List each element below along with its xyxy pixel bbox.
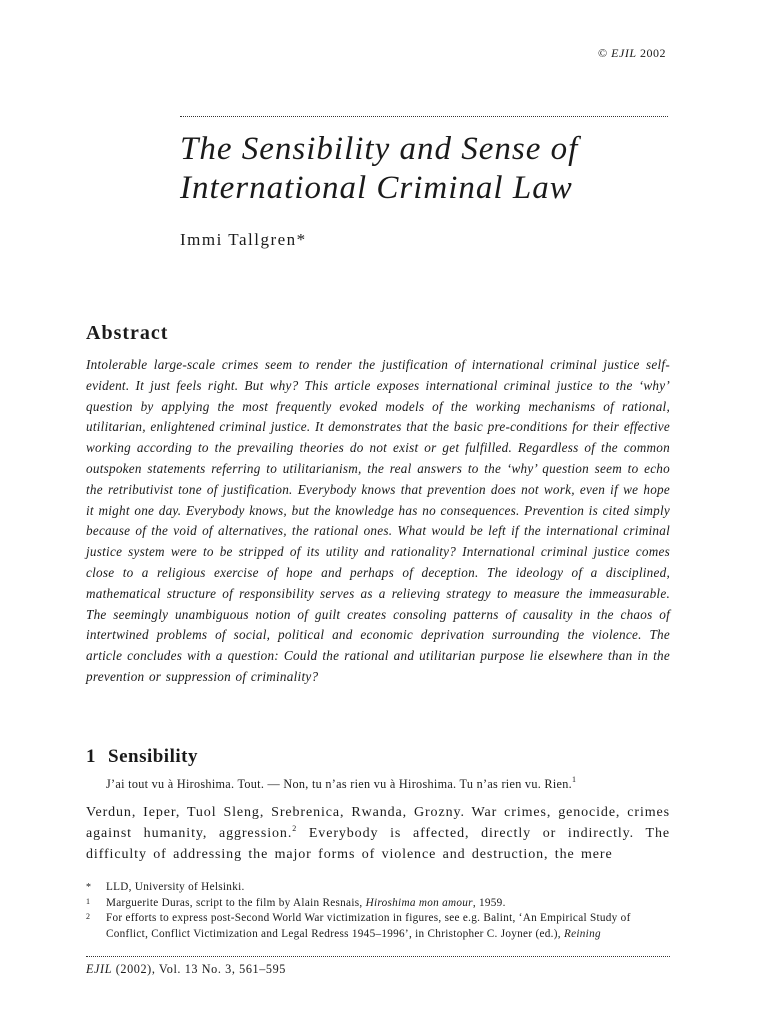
footer-dotted-rule <box>86 956 670 957</box>
footnote-item: 2 For efforts to express post-Second World War victimization in figures, see e.g. Balint, ‘An Empirical Study of Conflict, Conflict Victimization and Legal Redress 1945–1996’, in Christopher C. Joyner (ed.), Reining <box>86 912 631 940</box>
title-line-2: International Criminal Law <box>180 170 573 206</box>
footnote-item: 1 Marguerite Duras, script to the film by Alain Resnais, Hiroshima mon amour, 1959. <box>86 896 506 909</box>
author-name: Immi Tallgren* <box>180 230 307 249</box>
title-dotted-rule <box>180 116 668 117</box>
abstract-heading: Abstract <box>86 322 169 344</box>
article-title <box>180 130 670 208</box>
epigraph: J’ai tout vu à Hiroshima. Tout. — Non, tu n’as rien vu à Hiroshima. Tu n’as rien vu. Rien.$^1$ <box>106 775 577 791</box>
section-title: Sensibility <box>108 746 198 767</box>
abstract-text: Intolerable large-scale crimes seem to render the justification of international criminal justice self-evident. It just feels right. But why? This article exposes international criminal justice to the ‘why’ question by applying the most frequently evoked models of the working mechanisms of rational, utilitarian, enlightened criminal justice. It demonstrates that the basic pre-conditions for their effective working according to the prevailing theories do not exist or get fulfilled. Regardless of the common outspoken statements referring to utilitarianism, the real answers to the ‘why’ question seem to echo the retributivist tone of justification. Everybody knows that prevention does not work, even if we hope it might one day. Everybody knows, but the knowledge has no consequences. Prevention is cited simply because of the void of alternatives, the rational ones. What would be left if the international criminal justice system were to be stripped of its utility and rationality? International criminal justice comes close to a religious exercise of hope and perhaps of deception. The ideology of a disciplined, mathematical structure of responsibility serves as a relieving strategy to measure the immeasurable. The seemingly unambiguous notion of guilt creates consoling patterns of causality in the chaos of intertwined problems of social, political and economic deprivation surrounding the violence. The article concludes with a question: Could the rational and utilitarian purpose lie elsewhere than in the prevention or suppression of criminality? <box>86 357 670 684</box>
title-line-1: The Sensibility and Sense of <box>180 131 579 167</box>
section-number: 1 <box>86 746 96 767</box>
body-paragraph: Verdun, Ieper, Tuol Sleng, Srebrenica, Rwanda, Grozny. War crimes, genocide, crimes against humanity, aggression.$^2$ Everybody is affected, directly or indirectly. The difficulty of addressing the major forms of violence and destruction, the mere <box>86 805 670 862</box>
journal-citation: EJIL (2002), Vol. 13 No. 3, 561–595 <box>86 962 286 976</box>
copyright-notice: © EJIL 2002 <box>598 46 666 60</box>
footnote-ref-2: 2 <box>292 824 298 833</box>
section-heading <box>86 746 198 768</box>
footnote-ref-1: 1 <box>571 775 577 784</box>
footnote-item: * LLD, University of Helsinki. <box>86 881 245 893</box>
author-footnote-mark: * <box>296 230 307 249</box>
footnotes <box>86 880 670 942</box>
